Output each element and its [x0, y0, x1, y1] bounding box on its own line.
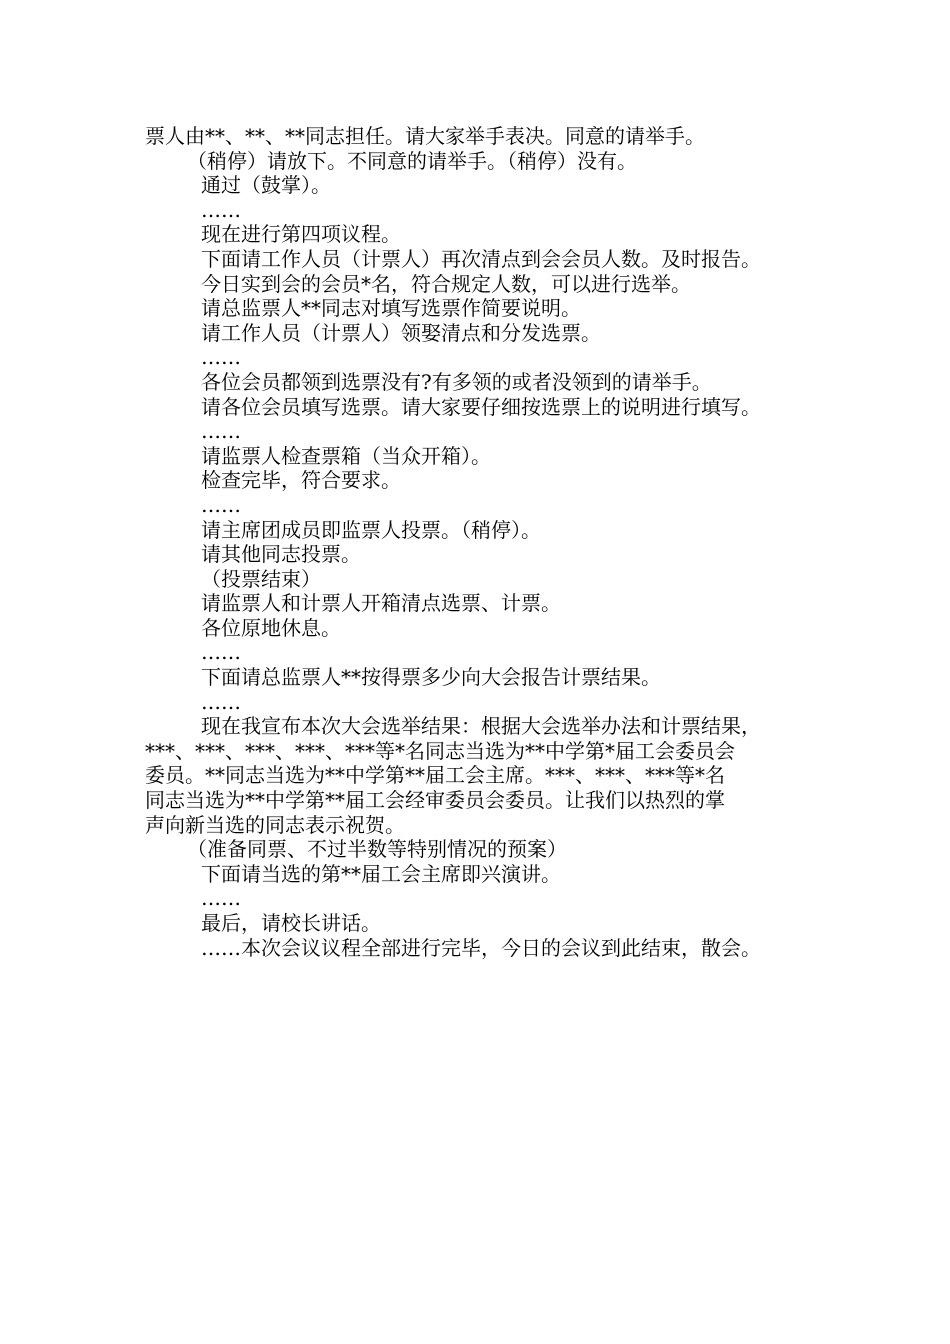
- ellipsis-line: ……: [201, 419, 241, 444]
- text-line: （投票结束）: [201, 566, 321, 591]
- text-line: 请工作人员（计票人）领娶清点和分发选票。: [201, 320, 601, 345]
- text-line: 请监票人检查票箱（当众开箱）。: [201, 443, 491, 468]
- text-line: 同志当选为**中学第**届工会经审委员会委员。让我们以热烈的掌: [145, 788, 725, 813]
- ellipsis-line: ……: [201, 345, 241, 370]
- text-line: 票人由**、**、**同志担任。请大家举手表决。同意的请举手。: [145, 124, 705, 148]
- text-line: 请主席团成员即监票人投票。（稍停）。: [201, 517, 541, 542]
- text-line: 各位原地休息。: [201, 615, 341, 640]
- text-line: 各位会员都领到选票没有?有多领的或者没领到的请举手。: [201, 369, 712, 394]
- text-line: （准备同票、不过半数等特别情况的预案）: [187, 837, 567, 862]
- text-line: 声向新当选的同志表示祝贺。: [145, 812, 405, 837]
- text-line: 今日实到会的会员*名，符合规定人数，可以进行选举。: [201, 271, 691, 296]
- ellipsis-line: ……: [201, 689, 241, 714]
- ellipsis-line: ……: [201, 640, 241, 665]
- text-line: 请总监票人**同志对填写选票作简要说明。: [201, 296, 581, 321]
- text-line: 请其他同志投票。: [201, 542, 361, 567]
- text-line: 下面请工作人员（计票人）再次清点到会会员人数。及时报告。: [201, 246, 761, 271]
- text-line: 委员。**同志当选为**中学第**届工会主席。***、***、***等*名: [145, 763, 725, 788]
- text-line: 请各位会员填写选票。请大家要仔细按选票上的说明进行填写。: [201, 394, 761, 419]
- text-line: 下面请当选的第**届工会主席即兴演讲。: [201, 861, 561, 886]
- text-line: 检查完毕，符合要求。: [201, 468, 401, 493]
- ellipsis-line: ……: [201, 197, 241, 222]
- ellipsis-line: ……: [201, 492, 241, 517]
- text-line: 最后，请校长讲话。: [201, 911, 381, 935]
- text-line: 请监票人和计票人开箱清点选票、计票。: [201, 591, 561, 616]
- document-body: [145, 124, 835, 960]
- text-line: ***、***、***、***、***等*名同志当选为**中学第*届工会委员会: [145, 738, 735, 763]
- text-line: 现在我宣布本次大会选举结果：根据大会选举办法和计票结果，: [201, 714, 761, 739]
- text-line: 现在进行第四项议程。: [201, 222, 401, 247]
- text-line: 通过（鼓掌）。: [201, 173, 331, 198]
- text-line: 下面请总监票人**按得票多少向大会报告计票结果。: [201, 665, 661, 690]
- text-line: （稍停）请放下。不同意的请举手。（稍停）没有。: [187, 148, 637, 173]
- ellipsis-line: ……: [201, 886, 241, 911]
- text-line: ……本次会议议程全部进行完毕，今日的会议到此结束，散会。: [201, 935, 761, 960]
